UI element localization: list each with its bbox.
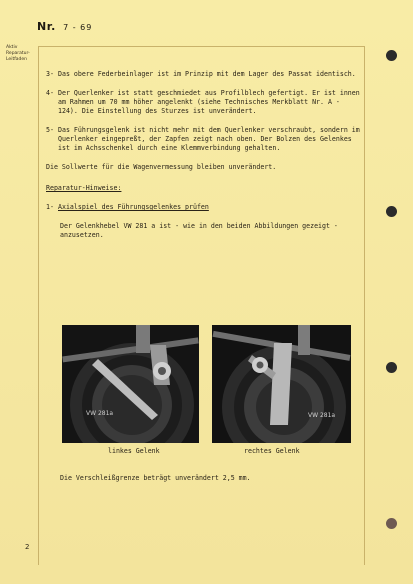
photo-left-label: VW 281a xyxy=(86,410,114,417)
main-text xyxy=(46,70,361,250)
photo-right-joint xyxy=(212,325,351,443)
photo-right-label: VW 281a xyxy=(308,412,336,419)
subsection-heading xyxy=(46,203,361,212)
instruction-text: Der Gelenkhebel VW 281 a ist - wie in den beiden Abbildungen gezeigt - anzusetzen. xyxy=(60,222,338,239)
item-number: 5- xyxy=(46,126,54,134)
punch-hole xyxy=(386,362,397,373)
item-number: 4- xyxy=(46,89,54,97)
photo-left-image xyxy=(62,325,199,443)
section-title: Reparatur-Hinweise: xyxy=(46,184,122,192)
sollwerte-note: Die Sollwerte für die Wagenvermessung bleiben unverändert. xyxy=(46,163,277,171)
subsection-number: 1- xyxy=(46,203,54,211)
nr-label: Nr. xyxy=(37,20,56,33)
list-item xyxy=(46,126,361,153)
punch-hole xyxy=(386,206,397,217)
side-label: Aktiv Reparatur-Leitfaden xyxy=(6,45,30,62)
item-text: Das Führungsgelenk ist nicht mehr mit dem Querlenker verschraubt, sondern im Querlenker eingepreßt, der Zapfen zeigt nach oben. Der Bolzen des Gelenkes ist im Achsschenkel durch eine Klemmverbindung gehalten. xyxy=(58,126,360,152)
item-text: Der Querlenker ist statt geschmiedet aus Profilblech gefertigt. Er ist innen am Rahmen um 70 mm höher angelenkt (siehe Technisches Merkblatt Nr. A - 124). Die Einstellung des Sturzes ist unverändert. xyxy=(58,89,360,115)
item-number: 3- xyxy=(46,70,54,78)
punch-hole xyxy=(386,518,397,529)
photo-left-joint xyxy=(62,325,199,443)
item-text: Das obere Federbeinlager ist im Prinzip mit dem Lager des Passat identisch. xyxy=(58,70,356,78)
verschleiss-note: Die Verschleißgrenze beträgt unverändert 2,5 mm. xyxy=(60,474,251,482)
photo-right-image xyxy=(212,325,351,443)
photo-row xyxy=(62,325,352,443)
document-number xyxy=(37,20,92,33)
page-number: 2 xyxy=(25,543,30,551)
caption-left: linkes Gelenk xyxy=(108,447,160,455)
caption-right: rechtes Gelenk xyxy=(244,447,300,455)
nr-value: 7 - 69 xyxy=(63,23,93,32)
list-item xyxy=(46,89,361,116)
list-item xyxy=(46,70,361,79)
punch-hole xyxy=(386,50,397,61)
subsection-title: Axialspiel des Führungsgelenkes prüfen xyxy=(58,203,209,211)
